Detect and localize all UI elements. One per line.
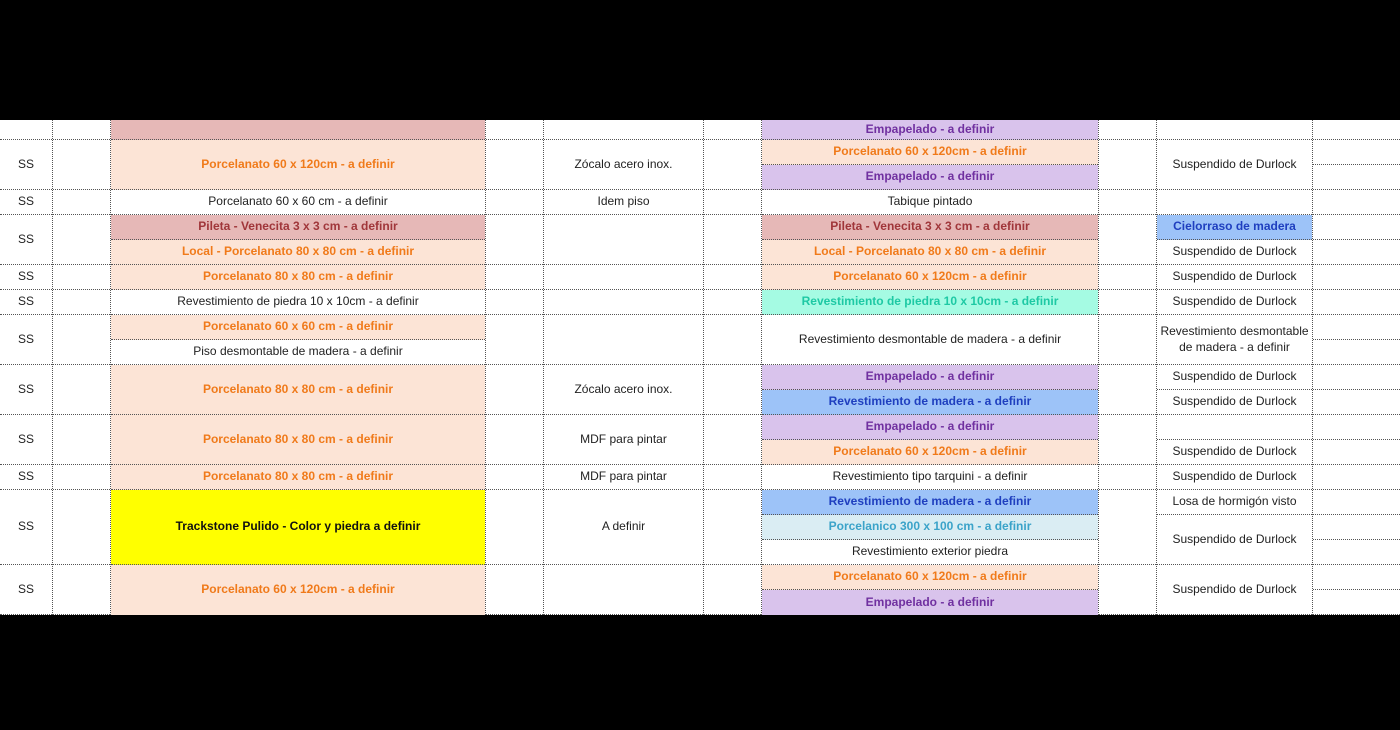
empty-cell[interactable] xyxy=(1313,215,1400,240)
empty-cell[interactable] xyxy=(53,190,110,215)
wall-cell[interactable]: Revestimiento de madera - a definir xyxy=(762,390,1098,415)
empty-cell[interactable] xyxy=(704,290,761,315)
empty-cell[interactable] xyxy=(1313,290,1400,315)
empty-cell[interactable] xyxy=(704,365,761,415)
wall-cell[interactable]: Revestimiento de piedra 10 x 10cm - a definir xyxy=(762,290,1098,315)
empty-cell[interactable] xyxy=(1313,390,1400,415)
empty-cell[interactable] xyxy=(486,190,543,215)
floor-cell[interactable]: Pileta - Venecita 3 x 3 cm - a definir xyxy=(111,215,485,240)
wall-cell[interactable]: Pileta - Venecita 3 x 3 cm - a definir xyxy=(762,215,1098,240)
empty-cell[interactable] xyxy=(1099,265,1156,290)
empty-cell[interactable] xyxy=(1313,265,1400,290)
empty-cell[interactable] xyxy=(486,265,543,290)
ceiling-cell[interactable] xyxy=(1157,190,1312,215)
row-code-cell[interactable]: SS xyxy=(0,565,52,615)
row-code-cell[interactable] xyxy=(0,120,52,140)
empty-cell[interactable] xyxy=(53,565,110,615)
wall-cell[interactable]: Local - Porcelanato 80 x 80 cm - a definir xyxy=(762,240,1098,265)
empty-cell[interactable] xyxy=(704,465,761,490)
empty-cell[interactable] xyxy=(53,315,110,365)
empty-cell[interactable] xyxy=(1313,120,1400,140)
empty-cell[interactable] xyxy=(704,190,761,215)
empty-cell[interactable] xyxy=(53,140,110,190)
empty-cell[interactable] xyxy=(53,490,110,565)
floor-cell[interactable]: Trackstone Pulido - Color y piedra a definir xyxy=(111,490,485,565)
empty-cell[interactable] xyxy=(704,140,761,190)
wall-cell[interactable]: Empapelado - a definir xyxy=(762,590,1098,615)
wall-cell[interactable]: Tabique pintado xyxy=(762,190,1098,215)
wall-cell[interactable]: Empapelado - a definir xyxy=(762,165,1098,190)
empty-cell[interactable] xyxy=(1313,315,1400,340)
baseboard-cell[interactable]: MDF para pintar xyxy=(544,465,703,490)
empty-cell[interactable] xyxy=(53,120,110,140)
empty-cell[interactable] xyxy=(1313,140,1400,165)
empty-cell[interactable] xyxy=(1099,140,1156,190)
row-code-cell[interactable]: SS xyxy=(0,265,52,290)
ceiling-cell[interactable]: Suspendido de Durlock xyxy=(1157,265,1312,290)
floor-cell[interactable]: Porcelanato 80 x 80 cm - a definir xyxy=(111,415,485,465)
ceiling-cell[interactable]: Suspendido de Durlock xyxy=(1157,515,1312,565)
floor-cell[interactable] xyxy=(111,120,485,140)
row-code-cell[interactable]: SS xyxy=(0,415,52,465)
empty-cell[interactable] xyxy=(486,465,543,490)
empty-cell[interactable] xyxy=(53,415,110,465)
ceiling-cell[interactable] xyxy=(1157,415,1312,440)
ceiling-cell[interactable]: Cielorraso de madera xyxy=(1157,215,1312,240)
row-code-cell[interactable]: SS xyxy=(0,190,52,215)
empty-cell[interactable] xyxy=(1313,440,1400,465)
empty-cell[interactable] xyxy=(1313,240,1400,265)
empty-cell[interactable] xyxy=(53,265,110,290)
empty-cell[interactable] xyxy=(486,120,543,140)
empty-cell[interactable] xyxy=(53,465,110,490)
wall-cell[interactable]: Porcelanato 60 x 120cm - a definir xyxy=(762,265,1098,290)
baseboard-cell[interactable] xyxy=(544,315,703,365)
baseboard-cell[interactable] xyxy=(544,290,703,315)
baseboard-cell[interactable] xyxy=(544,265,703,290)
ceiling-cell[interactable]: Revestimiento desmontable de madera - a definir xyxy=(1157,315,1312,365)
empty-cell[interactable] xyxy=(486,290,543,315)
empty-cell[interactable] xyxy=(486,140,543,190)
floor-cell[interactable]: Porcelanato 80 x 80 cm - a definir xyxy=(111,265,485,290)
baseboard-cell[interactable]: Zócalo acero inox. xyxy=(544,365,703,415)
row-code-cell[interactable]: SS xyxy=(0,215,52,265)
empty-cell[interactable] xyxy=(1099,315,1156,365)
empty-cell[interactable] xyxy=(53,290,110,315)
empty-cell[interactable] xyxy=(53,365,110,415)
wall-cell[interactable]: Porcelanato 60 x 120cm - a definir xyxy=(762,140,1098,165)
wall-cell[interactable]: Revestimiento tipo tarquini - a definir xyxy=(762,465,1098,490)
baseboard-cell[interactable] xyxy=(544,565,703,615)
empty-cell[interactable] xyxy=(1099,290,1156,315)
spreadsheet xyxy=(0,120,1400,615)
empty-cell[interactable] xyxy=(704,565,761,615)
empty-cell[interactable] xyxy=(1313,540,1400,565)
empty-cell[interactable] xyxy=(1313,490,1400,515)
floor-cell[interactable]: Porcelanato 60 x 60 cm - a definir xyxy=(111,315,485,340)
ceiling-cell[interactable]: Suspendido de Durlock xyxy=(1157,465,1312,490)
baseboard-cell[interactable] xyxy=(544,215,703,265)
empty-cell[interactable] xyxy=(1099,490,1156,565)
ceiling-cell[interactable]: Losa de hormigón visto xyxy=(1157,490,1312,515)
empty-cell[interactable] xyxy=(1313,590,1400,615)
empty-cell[interactable] xyxy=(1313,565,1400,590)
floor-cell[interactable]: Porcelanato 60 x 120cm - a definir xyxy=(111,565,485,615)
row-code-cell[interactable]: SS xyxy=(0,315,52,365)
row-code-cell[interactable]: SS xyxy=(0,290,52,315)
wall-cell[interactable]: Revestimiento exterior piedra xyxy=(762,540,1098,565)
row-code-cell[interactable]: SS xyxy=(0,490,52,565)
empty-cell[interactable] xyxy=(704,490,761,565)
wall-cell[interactable]: Porcelanato 60 x 120cm - a definir xyxy=(762,565,1098,590)
empty-cell[interactable] xyxy=(704,315,761,365)
ceiling-cell[interactable]: Suspendido de Durlock xyxy=(1157,565,1312,615)
wall-cell[interactable]: Empapelado - a definir xyxy=(762,120,1098,140)
empty-cell[interactable] xyxy=(1099,190,1156,215)
empty-cell[interactable] xyxy=(1099,365,1156,415)
wall-cell[interactable]: Porcelanato 60 x 120cm - a definir xyxy=(762,440,1098,465)
floor-cell[interactable]: Piso desmontable de madera - a definir xyxy=(111,340,485,365)
empty-cell[interactable] xyxy=(1099,465,1156,490)
ceiling-cell[interactable] xyxy=(1157,120,1312,140)
empty-cell[interactable] xyxy=(704,215,761,265)
ceiling-cell[interactable]: Suspendido de Durlock xyxy=(1157,140,1312,190)
baseboard-cell[interactable]: Zócalo acero inox. xyxy=(544,140,703,190)
row-code-cell[interactable]: SS xyxy=(0,365,52,415)
floor-cell[interactable]: Porcelanato 80 x 80 cm - a definir xyxy=(111,465,485,490)
empty-cell[interactable] xyxy=(486,215,543,265)
empty-cell[interactable] xyxy=(1099,565,1156,615)
empty-cell[interactable] xyxy=(1313,415,1400,440)
wall-cell[interactable]: Revestimiento desmontable de madera - a definir xyxy=(762,315,1098,365)
ceiling-cell[interactable]: Suspendido de Durlock xyxy=(1157,290,1312,315)
empty-cell[interactable] xyxy=(1313,340,1400,365)
empty-cell[interactable] xyxy=(1313,365,1400,390)
ceiling-cell[interactable]: Suspendido de Durlock xyxy=(1157,440,1312,465)
wall-cell[interactable]: Porcelanico 300 x 100 cm - a definir xyxy=(762,515,1098,540)
empty-cell[interactable] xyxy=(486,565,543,615)
empty-cell[interactable] xyxy=(486,490,543,565)
baseboard-cell[interactable]: Idem piso xyxy=(544,190,703,215)
wall-cell[interactable]: Empapelado - a definir xyxy=(762,365,1098,390)
empty-cell[interactable] xyxy=(1099,415,1156,465)
floor-cell[interactable]: Local - Porcelanato 80 x 80 cm - a definir xyxy=(111,240,485,265)
empty-cell[interactable] xyxy=(1313,190,1400,215)
empty-cell[interactable] xyxy=(1099,215,1156,265)
floor-cell[interactable]: Porcelanato 60 x 60 cm - a definir xyxy=(111,190,485,215)
floor-cell[interactable]: Revestimiento de piedra 10 x 10cm - a definir xyxy=(111,290,485,315)
wall-cell[interactable]: Empapelado - a definir xyxy=(762,415,1098,440)
empty-cell[interactable] xyxy=(1313,465,1400,490)
baseboard-cell[interactable] xyxy=(544,120,703,140)
floor-cell[interactable]: Porcelanato 60 x 120cm - a definir xyxy=(111,140,485,190)
ceiling-cell[interactable]: Suspendido de Durlock xyxy=(1157,365,1312,390)
empty-cell[interactable] xyxy=(1313,165,1400,190)
baseboard-cell[interactable]: A definir xyxy=(544,490,703,565)
ceiling-cell[interactable]: Suspendido de Durlock xyxy=(1157,240,1312,265)
empty-cell[interactable] xyxy=(1313,515,1400,540)
empty-cell[interactable] xyxy=(1099,120,1156,140)
row-code-cell[interactable]: SS xyxy=(0,465,52,490)
ceiling-cell[interactable]: Suspendido de Durlock xyxy=(1157,390,1312,415)
empty-cell[interactable] xyxy=(486,315,543,365)
empty-cell[interactable] xyxy=(704,120,761,140)
empty-cell[interactable] xyxy=(53,215,110,265)
baseboard-cell[interactable]: MDF para pintar xyxy=(544,415,703,465)
floor-cell[interactable]: Porcelanato 80 x 80 cm - a definir xyxy=(111,365,485,415)
row-code-cell[interactable]: SS xyxy=(0,140,52,190)
empty-cell[interactable] xyxy=(486,365,543,415)
empty-cell[interactable] xyxy=(704,415,761,465)
wall-cell[interactable]: Revestimiento de madera - a definir xyxy=(762,490,1098,515)
empty-cell[interactable] xyxy=(486,415,543,465)
empty-cell[interactable] xyxy=(704,265,761,290)
